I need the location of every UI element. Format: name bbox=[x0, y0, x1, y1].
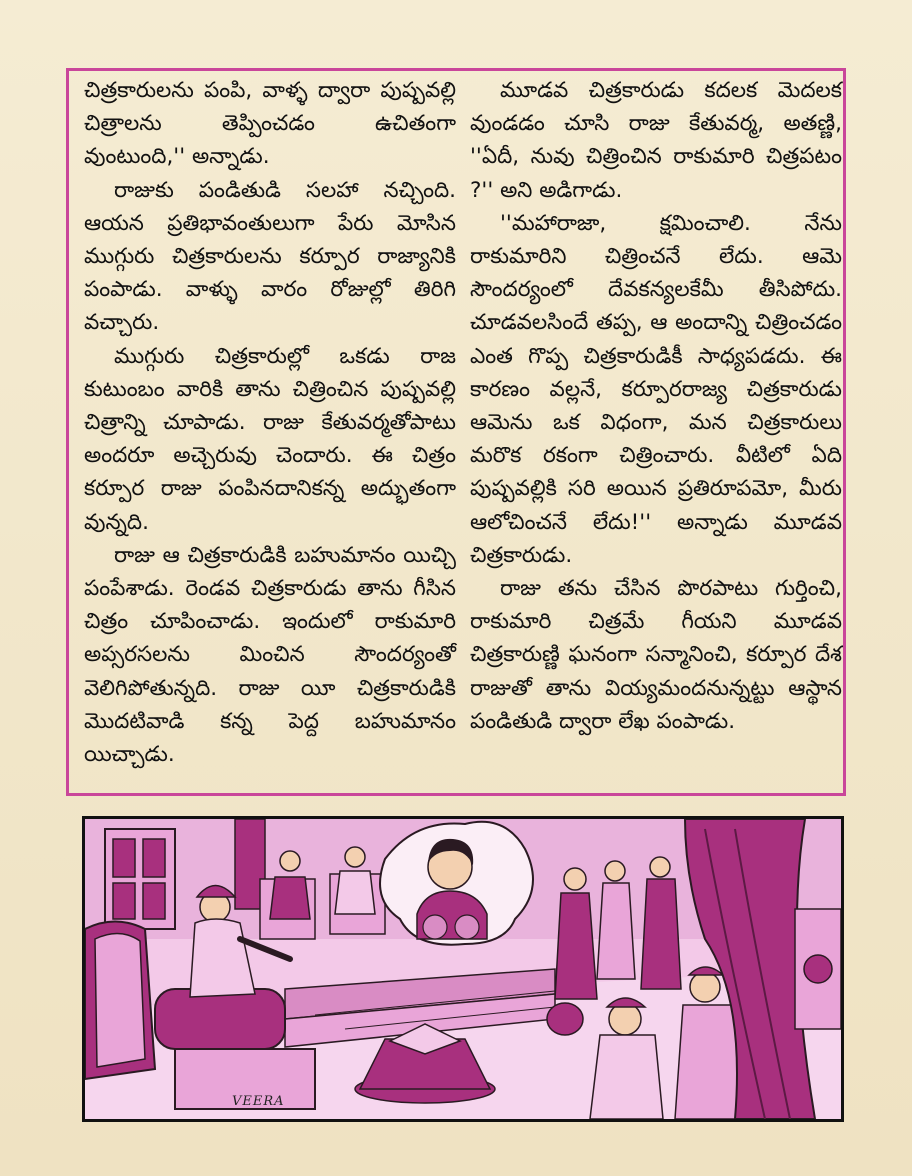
story-paragraph: ముగ్గురు చిత్రకారుల్లో ఒకడు రాజ కుటుంబం వారికి తాను చిత్రించిన పుష్పవల్లి చిత్రాన్ని చూపాడు. రాజు కేతువర్మతోపాటు అందరూ అచ్చెరువు చెందారు. ఈ చిత్రం కర్పూర రాజు పంపినదానికన్న అద్భుతంగా వున్నది. bbox=[84, 343, 456, 535]
story-column-left bbox=[84, 74, 456, 771]
story-column-right bbox=[470, 74, 842, 738]
story-paragraph: చిత్రకారులను పంపి, వాళ్ళ ద్వారా పుష్పవల్లి చిత్రాలను తెప్పించడం ఉచితంగా వుంటుంది,'' అన్నాడు. bbox=[84, 78, 456, 170]
story-paragraph: ''మహారాజా, క్షమించాలి. నేను రాకుమారిని చిత్రించనే లేదు. ఆమె సౌందర్యంలో దేవకన్యలకేమీ తీసిపోదు. చూడవలసిందే తప్ప, ఆ అందాన్ని చిత్రించడం ఎంత గొప్ప చిత్రకారుడికీ సాధ్యపడదు. ఈ కారణం వల్లనే, కర్పూరరాజ్య చిత్రకారుడు ఆమెను ఒక విధంగా, మన చిత్రకారులు మరొక రకంగా చిత్రించారు. వీటిలో ఏది పుష్పవల్లికి సరి అయిన ప్రతిరూపమో, మీరు ఆలోచించనే లేదు!'' అన్నాడు మూడవ చిత్రకారుడు. bbox=[470, 210, 842, 568]
artist-signature: VEERA bbox=[232, 1094, 285, 1109]
story-paragraph: రాజు ఆ చిత్రకారుడికి బహుమానం యిచ్చి పంపేశాడు. రెండవ చిత్రకారుడు తాను గీసిన చిత్రం చూపించాడు. ఇందులో రాకుమారి అప్సరసలను మించిన సౌందర్యంతో వెలిగిపోతున్నది. రాజు యీ చిత్రకారుడికి మొదటివాడి కన్న పెద్ద బహుమానం యిచ్చాడు. bbox=[84, 542, 456, 768]
story-paragraph: రాజు తను చేసిన పొరపాటు గుర్తించి, రాకుమారి చిత్రమే గీయని మూడవ చిత్రకారుణ్ణి ఘనంగా సన్మానించి, కర్పూర దేశ రాజుతో తాను వియ్యమందనున్నట్టు ఆస్థాన పండితుడి ద్వారా లేఖ పంపాడు. bbox=[470, 576, 842, 734]
story-paragraph: మూడవ చిత్రకారుడు కదలక మెదలక వుండడం చూసి రాజు కేతువర్మ, అతణ్ణి, ''ఏదీ, నువు చిత్రించిన రాకుమారి చిత్రపటం ?'' అని అడిగాడు. bbox=[470, 78, 842, 203]
court-scene-illustration bbox=[82, 816, 844, 1122]
court-scene-drawing bbox=[85, 819, 841, 1119]
story-paragraph: రాజుకు పండితుడి సలహా నచ్చింది. ఆయన ప్రతిభావంతులుగా పేరు మోసిన ముగ్గురు చిత్రకారులను కర్పూర రాజ్యానికి పంపాడు. వాళ్ళు వారం రోజుల్లో తిరిగి వచ్చారు. bbox=[84, 177, 456, 336]
